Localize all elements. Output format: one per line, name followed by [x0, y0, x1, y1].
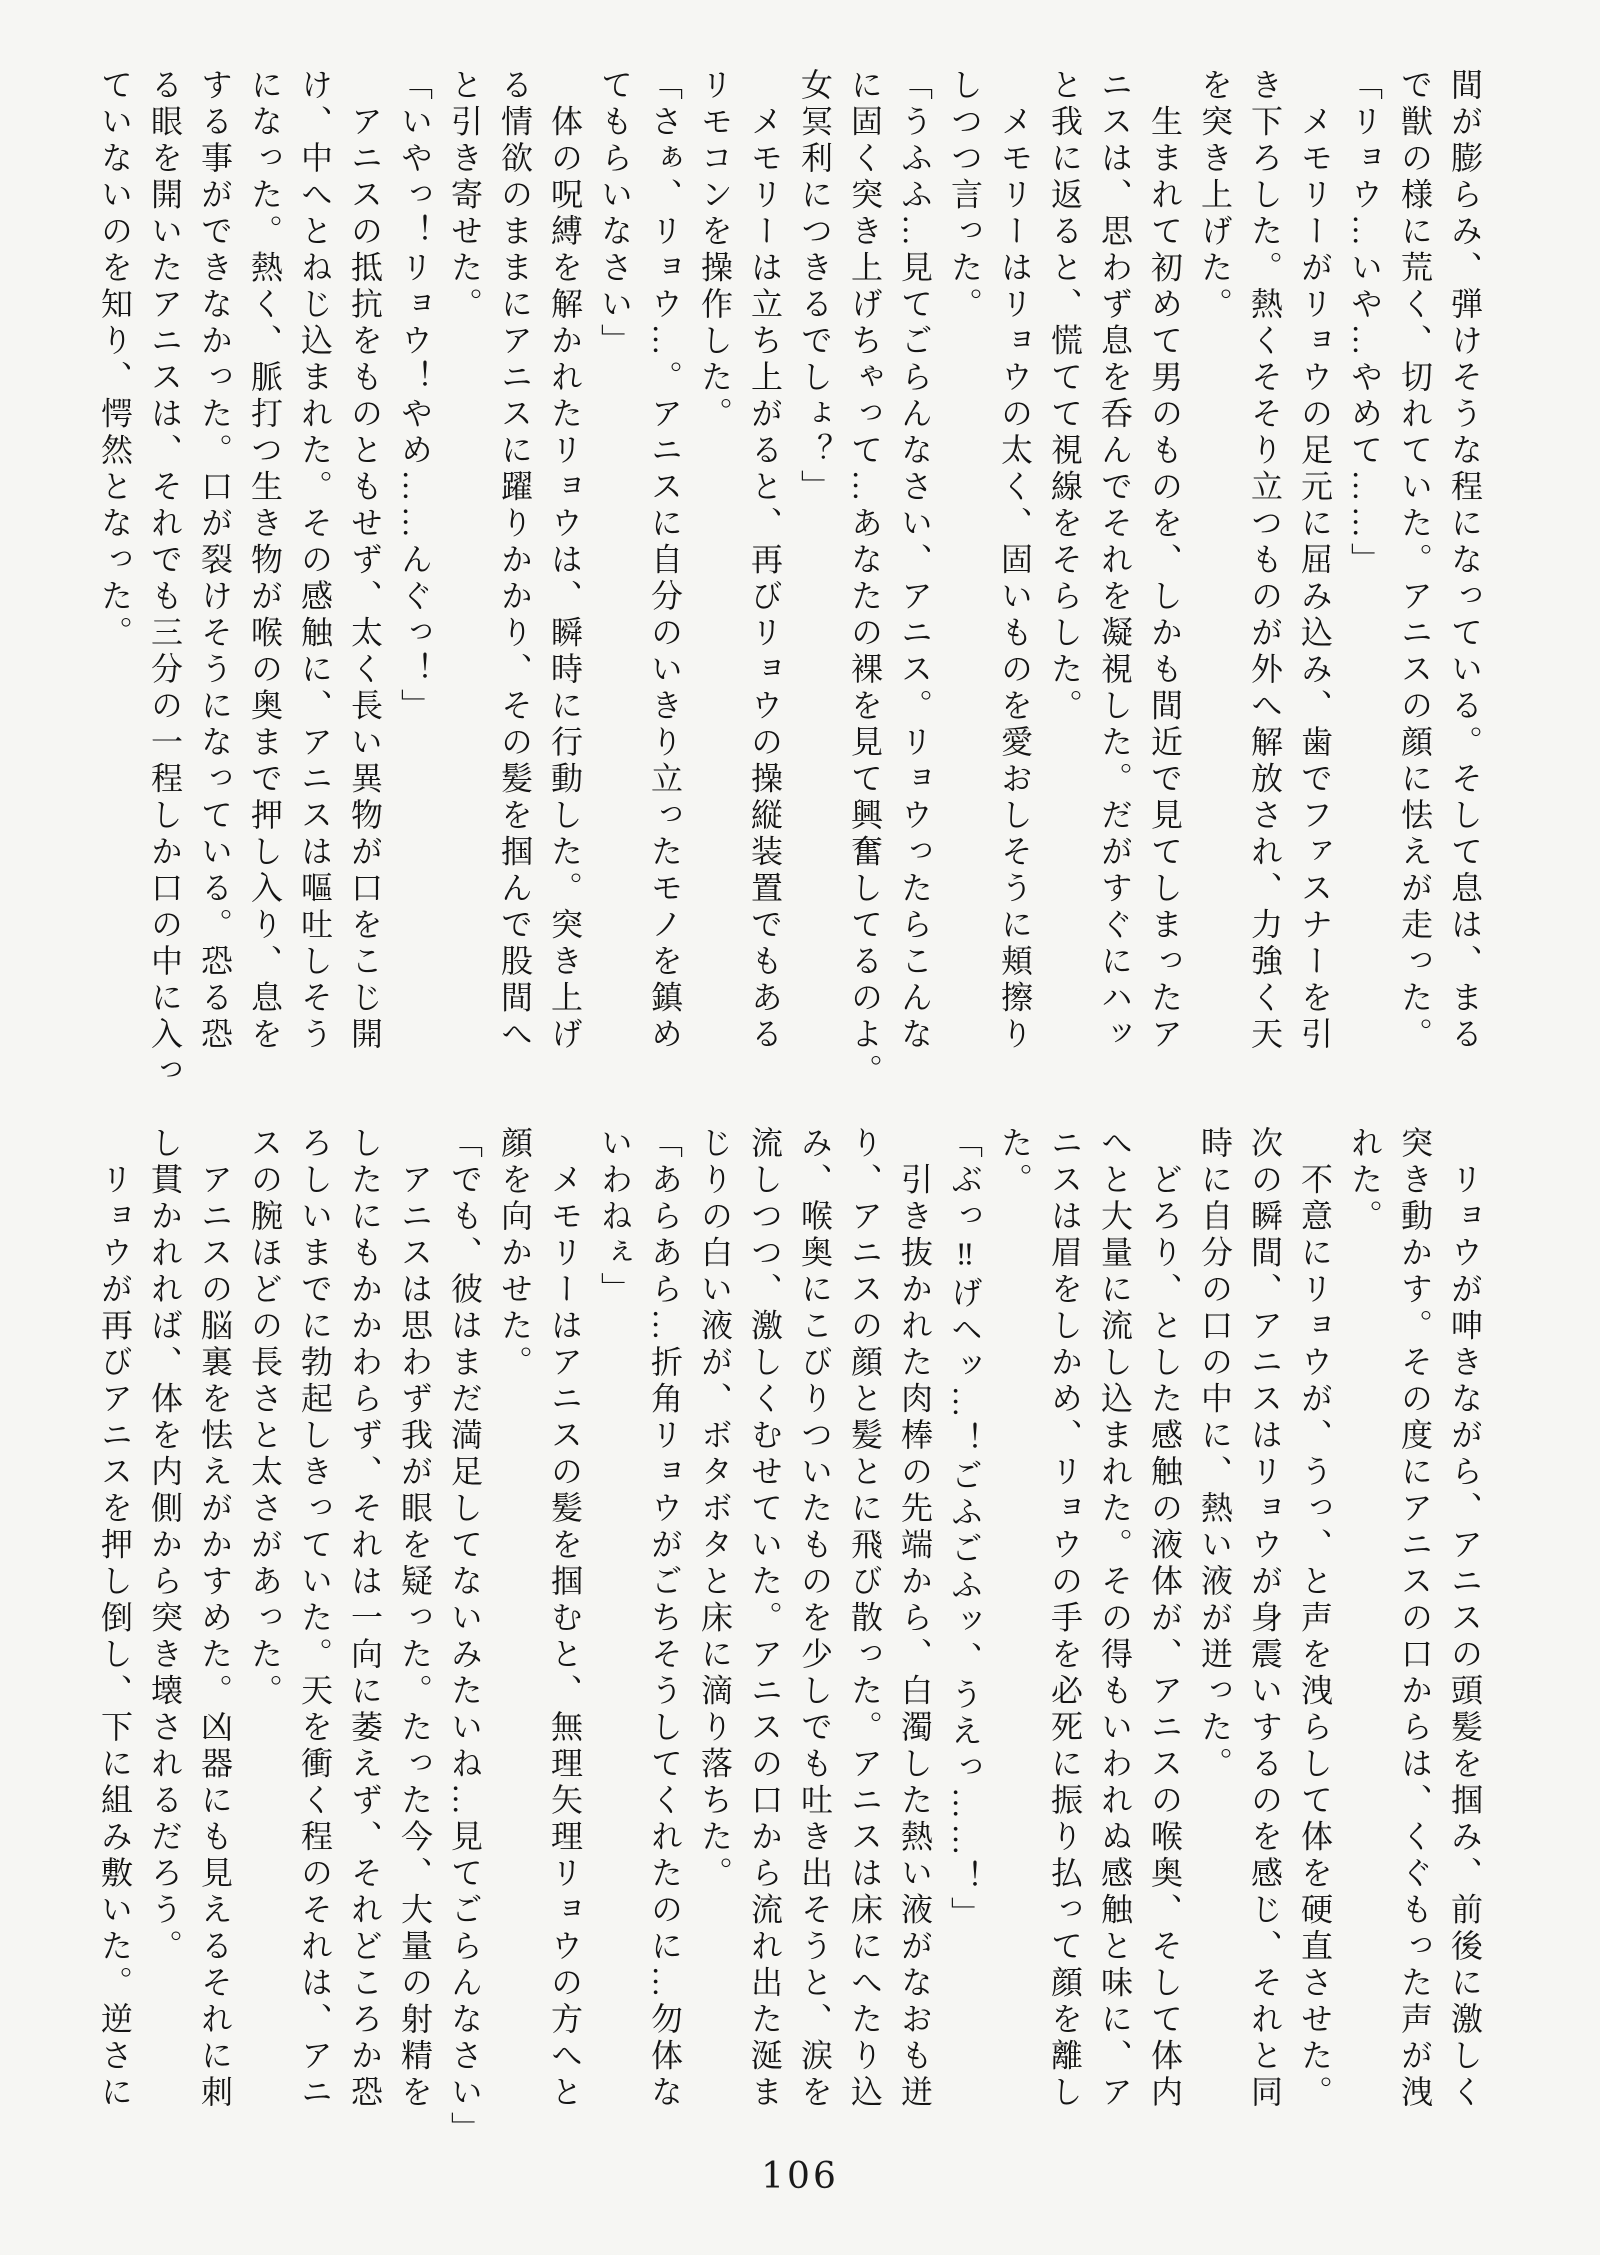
text-column: 体の呪縛を解かれたリョウは、瞬時に行動した。突き上げ [547, 68, 583, 1054]
text-column: する事ができなかった。口が裂けそうになっている。恐る恐 [197, 68, 233, 1054]
text-column: る情欲のままにアニスに躍りかかり、その髪を掴んで股間へ [497, 68, 533, 1054]
text-column: 時に自分の口の中に、熱い液が迸った。 [1197, 1126, 1233, 1783]
text-column: リモコンを操作した。 [697, 68, 733, 433]
text-column: 流しつつ、激しくむせていた。アニスの口から流れ出た涎ま [747, 1126, 783, 2112]
text-column: 不意にリョウが、うっ、と声を洩らして体を硬直させた。 [1297, 1126, 1333, 2112]
text-column: と引き寄せた。 [447, 68, 483, 324]
text-column: 生まれて初めて男のものを、しかも間近で見てしまったア [1147, 68, 1183, 1054]
text-column: メモリーがリョウの足元に屈み込み、歯でファスナーを引 [1297, 68, 1333, 1054]
text-column: る眼を開いたアニスは、それでも三分の一程しか口の中に入っ [147, 68, 183, 1090]
text-column: いわねぇ」 [597, 1126, 633, 1309]
text-column: メモリーはアニスの髪を掴むと、無理矢理リョウの方へと [547, 1126, 583, 2112]
text-column: ニスは眉をしかめ、リョウの手を必死に振り払って顔を離し [1047, 1126, 1083, 2112]
text-column: 「あらあら…折角リョウがごちそうしてくれたのに…勿体な [647, 1126, 683, 2112]
text-column: ろしいまでに勃起しきっていた。天を衝く程のそれは、アニ [297, 1126, 333, 2112]
text-column: 「さぁ、リョウ…。アニスに自分のいきり立ったモノを鎮め [647, 68, 683, 1054]
text-column: 次の瞬間、アニスはリョウが身震いするのを感じ、それと同 [1247, 1126, 1283, 2112]
text-column: じりの白い液が、ボタボタと床に滴り落ちた。 [697, 1126, 733, 1893]
text-column: 「うふふ…見てごらんなさい、アニス。リョウったらこんな [897, 68, 933, 1054]
text-column: アニスの脳裏を怯えがかすめた。凶器にも見えるそれに刺 [197, 1126, 233, 2112]
text-column: になった。熱く、脈打つ生き物が喉の奥まで押し入り、息を [247, 68, 283, 1054]
text-column: 「ぶっ‼げヘッ…！ごふごふッ、うえっ……！」 [947, 1126, 983, 1933]
text-column: 「でも、彼はまだ満足してないみたいね…見てごらんなさい」 [447, 1126, 483, 2148]
text-column: アニスの抵抗をものともせず、太く長い異物が口をこじ開 [347, 68, 383, 1054]
text-column: へと大量に流し込まれた。その得もいわれぬ感触と味に、ア [1097, 1126, 1133, 2112]
lower-text-block [90, 1126, 1490, 2162]
text-column: 間が膨らみ、弾けそうな程になっている。そして息は、まる [1447, 68, 1483, 1054]
text-column: に固く突き上げちゃって…あなたの裸を見て興奮してるのよ。 [847, 68, 883, 1090]
text-column: 顔を向かせた。 [497, 1126, 533, 1382]
text-column: を突き上げた。 [1197, 68, 1233, 324]
text-column: た。 [997, 1126, 1033, 1199]
text-column: 「リョウ…いや…やめて……」 [1347, 68, 1383, 579]
text-column: リョウが呻きながら、アニスの頭髪を掴み、前後に激しく [1447, 1126, 1483, 2112]
text-column: アニスは思わず我が眼を疑った。たった今、大量の射精を [397, 1126, 433, 2112]
text-column: リョウが再びアニスを押し倒し、下に組み敷いた。逆さに [97, 1126, 133, 2112]
text-column: メモリーはリョウの太く、固いものを愛おしそうに頬擦り [997, 68, 1033, 1054]
text-column: き下ろした。熱くそそり立つものが外へ解放され、力強く天 [1247, 68, 1283, 1054]
text-column: てもらいなさい」 [597, 68, 633, 360]
text-column: 引き抜かれた肉棒の先端から、白濁した熱い液がなおも迸 [897, 1126, 933, 2112]
text-column: り、アニスの顔と髪とに飛び散った。アニスは床にへたり込 [847, 1126, 883, 2112]
text-column: どろり、とした感触の液体が、アニスの喉奥、そして体内 [1147, 1126, 1183, 2112]
text-column: と我に返ると、慌てて視線をそらした。 [1047, 68, 1083, 725]
text-column: しつつ言った。 [947, 68, 983, 324]
page-number: 106 [761, 2156, 839, 2197]
text-column: 女冥利につきるでしょ？」 [797, 68, 833, 506]
text-column: 「いやっ！リョウ！やめ……んぐっ！」 [397, 68, 433, 725]
text-column: で獣の様に荒く、切れていた。アニスの顔に怯えが走った。 [1397, 68, 1433, 1054]
text-column: け、中へとねじ込まれた。その感触に、アニスは嘔吐しそう [297, 68, 333, 1054]
text-column: れた。 [1347, 1126, 1383, 1236]
text-column: ていないのを知り、愕然となった。 [97, 68, 133, 652]
text-column: メモリーは立ち上がると、再びリョウの操縦装置でもある [747, 68, 783, 1054]
text-column: 突き動かす。その度にアニスの口からは、くぐもった声が洩 [1397, 1126, 1433, 2112]
text-column: ニスは、思わず息を呑んでそれを凝視した。だがすぐにハッ [1097, 68, 1133, 1054]
text-column: み、喉奥にこびりついたものを少しでも吐き出そうと、涙を [797, 1126, 833, 2112]
upper-text-block [90, 68, 1490, 1104]
text-column: スの腕ほどの長さと太さがあった。 [247, 1126, 283, 1710]
text-column: したにもかかわらず、それは一向に萎えず、それどころか恐 [347, 1126, 383, 2112]
text-column: し貫かれれば、体を内側から突き壊されるだろう。 [147, 1126, 183, 1966]
